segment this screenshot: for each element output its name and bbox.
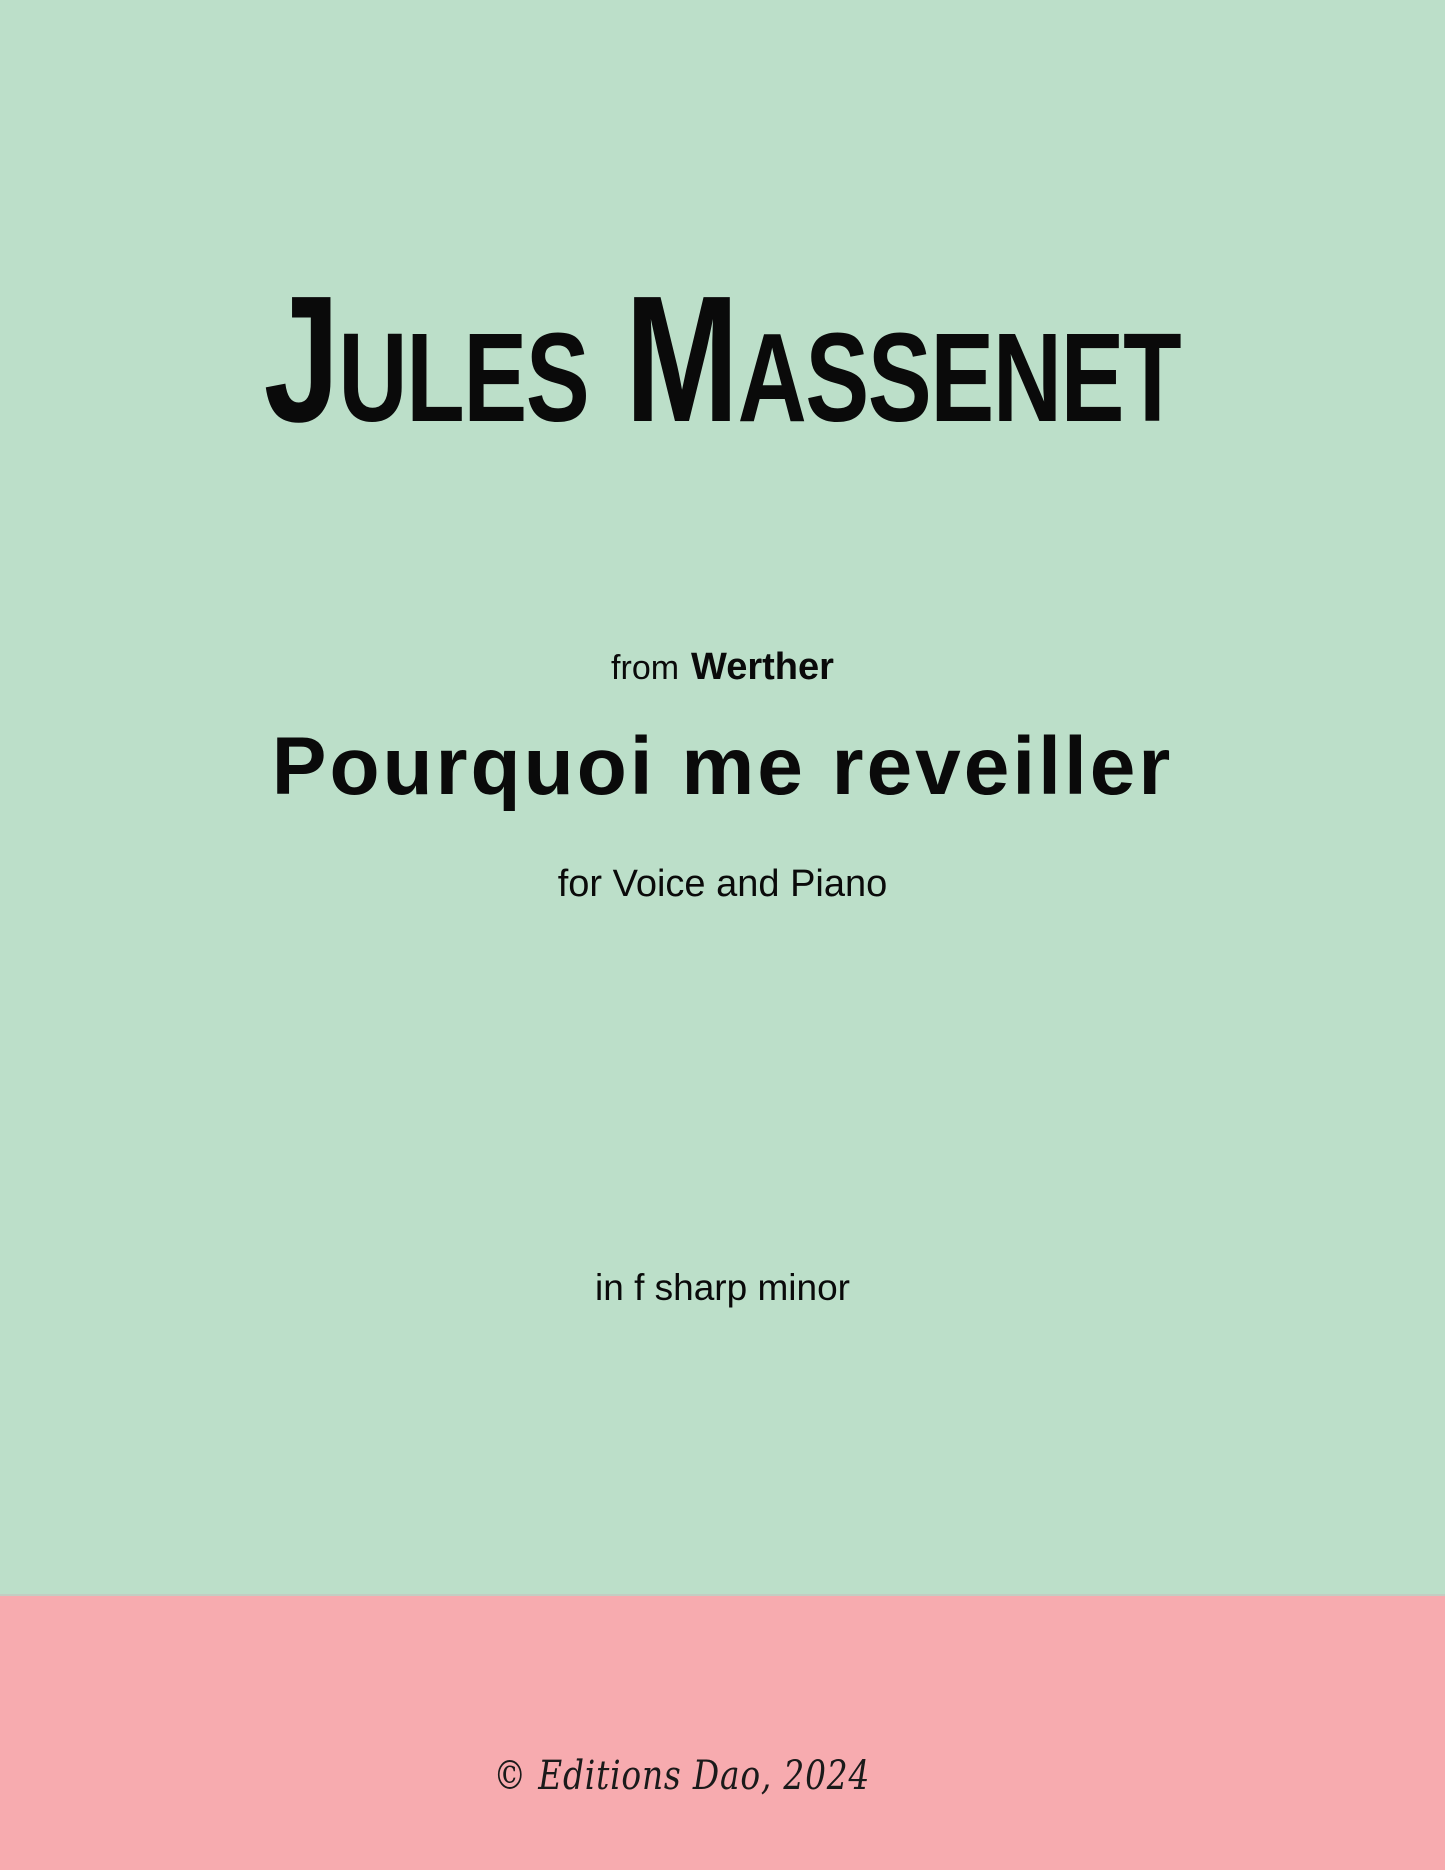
- copyright-line: [0, 1753, 1445, 1799]
- origin-line: [0, 648, 1445, 686]
- key-line: in f sharp minor: [595, 1267, 850, 1308]
- composer-name-text: Jules Massenet: [264, 259, 1181, 460]
- work-title: Werther: [691, 646, 834, 688]
- from-label: from: [611, 649, 680, 687]
- footer-band: [0, 1594, 1445, 1870]
- copyright-text: © Editions Dao, 2024: [493, 1753, 870, 1799]
- piece-title: Pourquoi me reveiller: [271, 721, 1174, 812]
- composer-name: [0, 259, 1445, 460]
- instrumentation-line: for Voice and Piano: [557, 863, 888, 905]
